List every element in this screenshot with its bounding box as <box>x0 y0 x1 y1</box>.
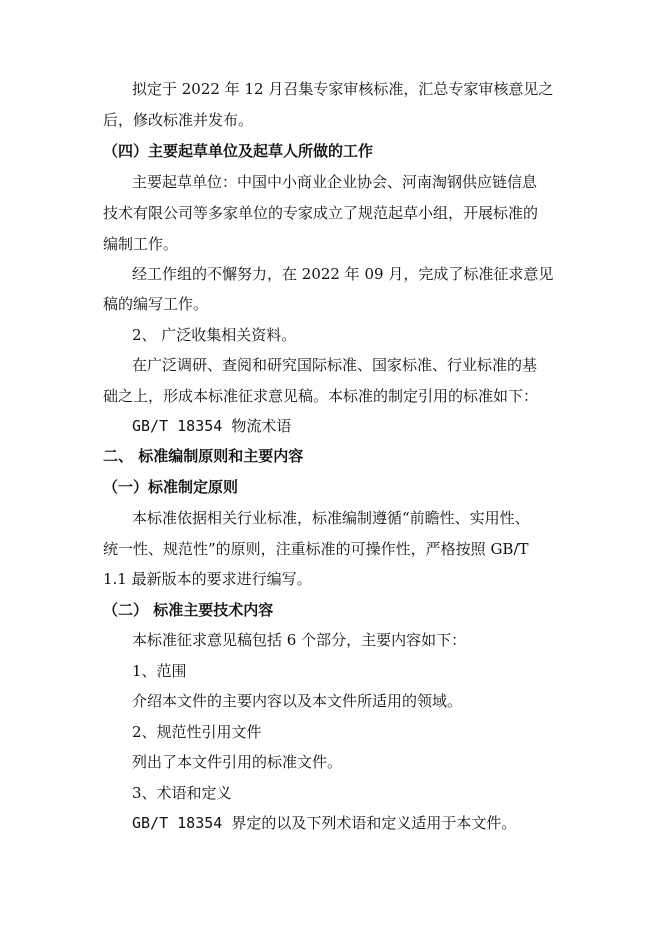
paragraph-line: GB/T 18354 界定的以及下列术语和定义适用于本文件。 <box>132 814 517 832</box>
paragraph-line: 经工作组的不懈努力，在 2022 年 09 月，完成了标准征求意见 <box>132 265 554 283</box>
paragraph-line: 本标准征求意见稿包括 6 个部分，主要内容如下： <box>132 631 467 649</box>
chapter-heading: 二、 标准编制原则和主要内容 <box>103 447 304 465</box>
paragraph-line: 统一性、规范性”的原则，注重标准的可操作性，严格按照 GB/T <box>103 540 529 558</box>
list-item: 3、术语和定义 <box>132 784 232 802</box>
paragraph-line: 本标准依据相关行业标准，标准编制遵循“前瞻性、实用性、 <box>132 509 530 527</box>
paragraph-line: 后，修改标准并发布。 <box>103 111 254 129</box>
list-item: 2、规范性引用文件 <box>132 723 262 741</box>
paragraph-line: 列出了本文件引用的标准文件。 <box>132 753 343 771</box>
paragraph-line: 拟定于 2022 年 12 月召集专家审核标准，汇总专家审核意见之 <box>132 80 554 98</box>
paragraph-line: 编制工作。 <box>103 235 179 253</box>
paragraph-line: 1.1 最新版本的要求进行编写。 <box>103 570 312 588</box>
section-heading: （二） 标准主要技术内容 <box>103 601 274 619</box>
section-heading: （一）标准制定原则 <box>103 478 239 496</box>
section-heading: （四）主要起草单位及起草人所做的工作 <box>103 142 374 160</box>
paragraph-line: 技术有限公司等多家单位的专家成立了规范起草小组，开展标准的 <box>103 204 539 222</box>
list-item: 2、 广泛收集相关资料。 <box>132 326 297 344</box>
paragraph-line: 介绍本文件的主要内容以及本文件所适用的领域。 <box>132 692 463 710</box>
paragraph-line: 主要起草单位：中国中小商业企业协会、河南淘钢供应链信息 <box>132 173 538 191</box>
list-item: 1、范围 <box>132 662 187 680</box>
standard-reference: GB/T 18354 物流术语 <box>132 417 292 435</box>
paragraph-line: 稿的编写工作。 <box>103 295 209 313</box>
paragraph-line: 础之上，形成本标准征求意见稿。本标准的制定引用的标准如下： <box>103 387 539 405</box>
paragraph-line: 在广泛调研、查阅和研究国际标准、国家标准、行业标准的基 <box>132 356 538 374</box>
